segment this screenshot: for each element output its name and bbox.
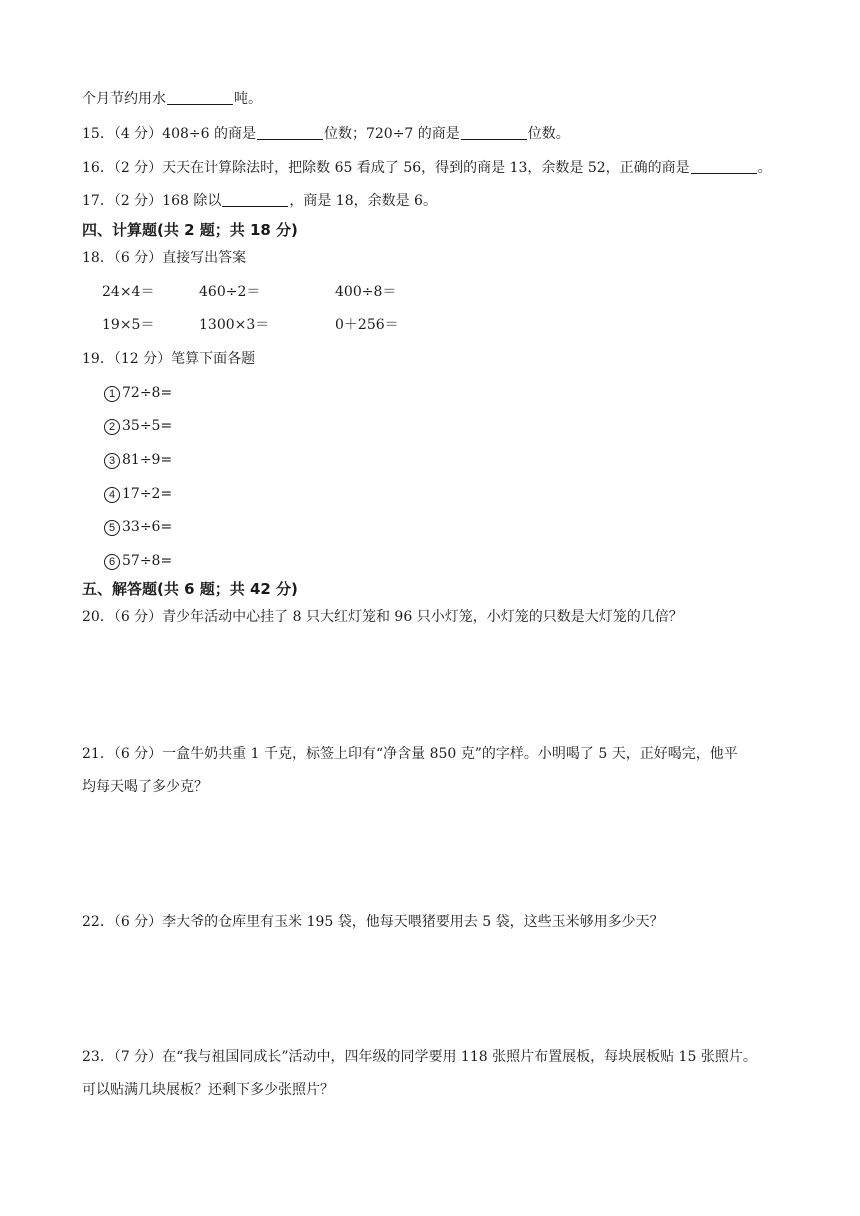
q18-title: 18．（6 分）直接写出答案 xyxy=(82,250,247,266)
circled-number-icon: 1 xyxy=(104,386,120,402)
q19-item-4 xyxy=(104,484,172,504)
q19-expr: 57÷8= xyxy=(122,553,173,569)
question-21-line-1: 21．（6 分）一盒牛奶共重 1 千克，标签上印有“净含量 850 克”的字样。小明喝了 5 天，正好喝完，他平 xyxy=(82,746,738,762)
q19-item-3 xyxy=(104,450,172,470)
q18-item-6: 0＋256＝ xyxy=(335,317,399,333)
question-21-line-2: 均每天喝了多少克？ xyxy=(82,779,208,795)
circled-number-icon: 4 xyxy=(104,487,120,503)
question-16 xyxy=(82,158,772,178)
q18-item-3: 400÷8＝ xyxy=(335,284,397,300)
circled-number-icon: 6 xyxy=(104,554,120,570)
q15-answer-blank-2[interactable] xyxy=(461,125,527,140)
q17-answer-blank[interactable] xyxy=(222,192,288,207)
section-4-heading: 四、计算题(共 2 题；共 18 分) xyxy=(82,221,298,239)
question-22: 22．（6 分）李大爷的仓库里有玉米 195 袋，他每天喂猪要用去 5 袋，这些玉米够用多少天？ xyxy=(82,914,664,930)
q19-expr: 17÷2= xyxy=(122,486,173,502)
question-23-line-2: 可以贴满几块展板？还剩下多少张照片？ xyxy=(82,1082,334,1098)
q19-item-1 xyxy=(104,383,172,403)
circled-number-icon: 2 xyxy=(104,419,120,435)
question-23-line-1: 23．（7 分）在“我与祖国同成长”活动中，四年级的同学要用 118 张照片布置展板，每块展板贴 15 张照片。 xyxy=(82,1049,757,1065)
q19-title: 19．（12 分）笔算下面各题 xyxy=(82,351,256,367)
q15-prefix: 15．（4 分）408÷6 的商是 xyxy=(82,126,256,142)
q19-expr: 81÷9= xyxy=(122,452,173,468)
q14-answer-blank[interactable] xyxy=(167,90,233,105)
q14-text-after: 吨。 xyxy=(234,91,262,107)
q18-item-2: 460÷2＝ xyxy=(199,284,261,300)
circled-number-icon: 3 xyxy=(104,453,120,469)
q19-expr: 72÷8= xyxy=(122,385,173,401)
q18-item-1: 24×4＝ xyxy=(102,284,155,300)
q17-prefix: 17．（2 分）168 除以 xyxy=(82,193,222,209)
q19-expr: 35÷5= xyxy=(122,418,173,434)
q18-item-5: 1300×3＝ xyxy=(199,317,270,333)
q17-suffix: ，商是 18，余数是 6。 xyxy=(289,193,437,209)
question-17 xyxy=(82,191,437,211)
q19-expr: 33÷6= xyxy=(122,519,173,535)
q15-suffix: 位数。 xyxy=(527,126,570,142)
section-5-heading: 五、解答题(共 6 题；共 42 分) xyxy=(82,580,298,598)
q18-item-4: 19×5＝ xyxy=(102,317,155,333)
circled-number-icon: 5 xyxy=(104,520,120,536)
q19-item-5 xyxy=(104,517,172,537)
q19-item-6 xyxy=(104,551,172,571)
q19-item-2 xyxy=(104,416,172,436)
q14-continuation xyxy=(82,89,262,109)
q14-text-before: 个月节约用水 xyxy=(82,91,166,107)
q15-mid: 位数；720÷7 的商是 xyxy=(323,126,460,142)
question-20: 20．（6 分）青少年活动中心挂了 8 只大红灯笼和 96 只小灯笼，小灯笼的只数是大灯笼的几倍？ xyxy=(82,609,683,625)
question-15 xyxy=(82,124,570,144)
q16-prefix: 16．（2 分）天天在计算除法时，把除数 65 看成了 56，得到的商是 13，余数是 52，正确的商是 xyxy=(82,160,690,176)
q16-answer-blank[interactable] xyxy=(691,159,757,174)
q16-suffix: 。 xyxy=(757,160,772,176)
q15-answer-blank-1[interactable] xyxy=(257,125,323,140)
